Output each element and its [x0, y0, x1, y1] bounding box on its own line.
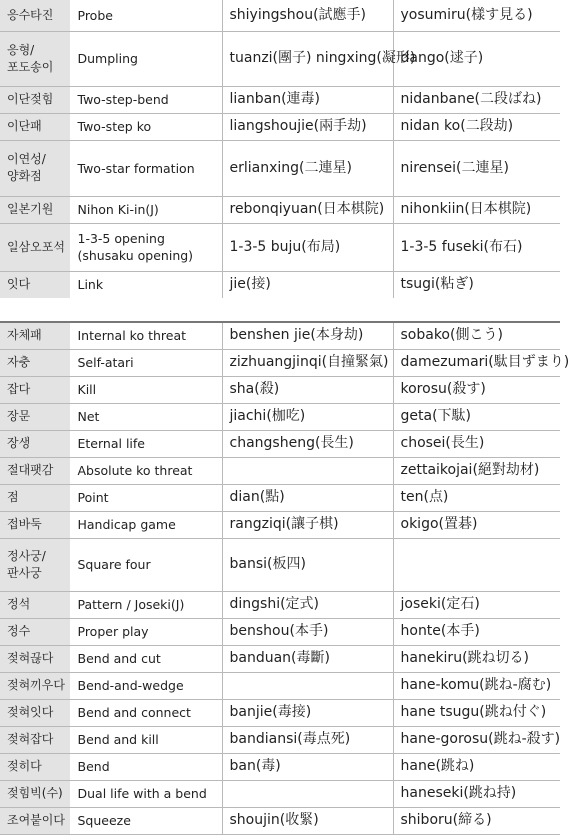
- korean-term-cell: 이연성/ 양화점: [0, 140, 70, 196]
- korean-term-cell: 이단젖힘: [0, 86, 70, 113]
- chinese-term-cell: jiachi(枷吃): [222, 403, 393, 430]
- korean-term-cell: 자체패: [0, 322, 70, 349]
- korean-term-cell: 정수: [0, 618, 70, 645]
- japanese-term-cell: nirensei(二連星): [393, 140, 560, 196]
- korean-term-cell: 절대팻감: [0, 457, 70, 484]
- chinese-term-cell: tuanzi(團子) ningxing(凝形): [222, 31, 393, 86]
- chinese-term-cell: rebonqiyuan(日本棋院): [222, 196, 393, 223]
- glossary-table-upper: [0, 0, 560, 299]
- korean-term-cell: 장문: [0, 403, 70, 430]
- table-row: [0, 31, 560, 86]
- table-row: [0, 726, 560, 753]
- table-row: [0, 86, 560, 113]
- table-row: [0, 484, 560, 511]
- chinese-term-cell: [222, 672, 393, 699]
- english-term-cell: Dual life with a bend: [70, 780, 222, 807]
- japanese-term-cell: shiboru(締る): [393, 807, 560, 834]
- table-row: [0, 196, 560, 223]
- korean-term-cell: 일삼오포석: [0, 223, 70, 271]
- table-row: [0, 271, 560, 298]
- table-row: [0, 403, 560, 430]
- chinese-term-cell: shiyingshou(試應手): [222, 0, 393, 31]
- japanese-term-cell: hanekiru(跳ね切る): [393, 645, 560, 672]
- korean-term-cell: 젖힘빅(수): [0, 780, 70, 807]
- korean-term-cell: 젖혀끼우다: [0, 672, 70, 699]
- korean-term-cell: 정석: [0, 591, 70, 618]
- english-term-cell: Bend and kill: [70, 726, 222, 753]
- english-term-cell: Two-step ko: [70, 113, 222, 140]
- japanese-term-cell: nidan ko(二段劫): [393, 113, 560, 140]
- english-term-cell: Square four: [70, 538, 222, 591]
- korean-term-cell: 자충: [0, 349, 70, 376]
- table-row: [0, 807, 560, 834]
- japanese-term-cell: haneseki(跳ね持): [393, 780, 560, 807]
- japanese-term-cell: nihonkiin(日本棋院): [393, 196, 560, 223]
- japanese-term-cell: honte(本手): [393, 618, 560, 645]
- japanese-term-cell: ten(点): [393, 484, 560, 511]
- chinese-term-cell: rangziqi(讓子棋): [222, 511, 393, 538]
- chinese-term-cell: sha(殺): [222, 376, 393, 403]
- english-term-cell: Squeeze: [70, 807, 222, 834]
- english-term-cell: Absolute ko threat: [70, 457, 222, 484]
- table-row: [0, 140, 560, 196]
- japanese-term-cell: hane tsugu(跳ね付ぐ): [393, 699, 560, 726]
- english-term-cell: Two-star formation: [70, 140, 222, 196]
- english-term-cell: Net: [70, 403, 222, 430]
- table-row: [0, 113, 560, 140]
- english-term-cell: Handicap game: [70, 511, 222, 538]
- japanese-term-cell: 1-3-5 fuseki(布石): [393, 223, 560, 271]
- table-row: [0, 376, 560, 403]
- english-term-cell: Dumpling: [70, 31, 222, 86]
- chinese-term-cell: dian(點): [222, 484, 393, 511]
- glossary-table-lower-body: [0, 322, 569, 834]
- chinese-term-cell: 1-3-5 buju(布局): [222, 223, 393, 271]
- korean-term-cell: 젖혀잇다: [0, 699, 70, 726]
- chinese-term-cell: dingshi(定式): [222, 591, 393, 618]
- korean-term-cell: 응수타진: [0, 0, 70, 31]
- japanese-term-cell: nidanbane(二段ばね): [393, 86, 560, 113]
- japanese-term-cell: [393, 538, 560, 591]
- table-row: [0, 699, 560, 726]
- english-term-cell: Self-atari: [70, 349, 222, 376]
- english-term-cell: Probe: [70, 0, 222, 31]
- japanese-term-cell: sobako(側こう): [393, 322, 560, 349]
- japanese-term-cell: tsugi(粘ぎ): [393, 271, 560, 298]
- english-term-cell: Link: [70, 271, 222, 298]
- english-term-cell: Nihon Ki-in(J): [70, 196, 222, 223]
- english-term-cell: Bend-and-wedge: [70, 672, 222, 699]
- korean-term-cell: 젖혀잡다: [0, 726, 70, 753]
- table-row: [0, 349, 560, 376]
- korean-term-cell: 잇다: [0, 271, 70, 298]
- english-term-cell: Point: [70, 484, 222, 511]
- korean-term-cell: 조여붙이다: [0, 807, 70, 834]
- japanese-term-cell: geta(下駄): [393, 403, 560, 430]
- table-row: [0, 511, 560, 538]
- korean-term-cell: 점: [0, 484, 70, 511]
- english-term-cell: Bend and cut: [70, 645, 222, 672]
- chinese-term-cell: changsheng(長生): [222, 430, 393, 457]
- chinese-term-cell: bandiansi(毒点死): [222, 726, 393, 753]
- table-row: [0, 672, 560, 699]
- english-term-cell: Two-step-bend: [70, 86, 222, 113]
- korean-term-cell: 잡다: [0, 376, 70, 403]
- korean-term-cell: 젖혀끊다: [0, 645, 70, 672]
- japanese-term-cell: hane(跳ね): [393, 753, 560, 780]
- english-term-cell: Bend and connect: [70, 699, 222, 726]
- glossary-table-upper-body: [0, 0, 560, 298]
- table-row: [0, 223, 560, 271]
- chinese-term-cell: [222, 780, 393, 807]
- chinese-term-cell: ban(毒): [222, 753, 393, 780]
- english-term-cell: Internal ko threat: [70, 322, 222, 349]
- korean-term-cell: 응형/ 포도송이: [0, 31, 70, 86]
- japanese-term-cell: okigo(置碁): [393, 511, 560, 538]
- table-row: [0, 457, 560, 484]
- korean-term-cell: 젖히다: [0, 753, 70, 780]
- english-term-cell: Pattern / Joseki(J): [70, 591, 222, 618]
- chinese-term-cell: shoujin(收緊): [222, 807, 393, 834]
- english-term-cell: Proper play: [70, 618, 222, 645]
- japanese-term-cell: chosei(長生): [393, 430, 560, 457]
- japanese-term-cell: damezumari(駄目ずまり): [393, 349, 560, 376]
- chinese-term-cell: banduan(毒斷): [222, 645, 393, 672]
- chinese-term-cell: benshen jie(本身劫): [222, 322, 393, 349]
- korean-term-cell: 접바둑: [0, 511, 70, 538]
- japanese-term-cell: hane-gorosu(跳ね-殺す): [393, 726, 560, 753]
- table-row: [0, 780, 560, 807]
- table-row: [0, 430, 560, 457]
- section-gap: [0, 298, 560, 321]
- japanese-term-cell: zettaikojai(絕對劫材): [393, 457, 560, 484]
- english-term-cell: Bend: [70, 753, 222, 780]
- english-term-cell: Kill: [70, 376, 222, 403]
- korean-term-cell: 일본기원: [0, 196, 70, 223]
- japanese-term-cell: joseki(定石): [393, 591, 560, 618]
- english-term-cell: Eternal life: [70, 430, 222, 457]
- table-row: [0, 591, 560, 618]
- japanese-term-cell: korosu(殺す): [393, 376, 560, 403]
- chinese-term-cell: erlianxing(二連星): [222, 140, 393, 196]
- chinese-term-cell: [222, 457, 393, 484]
- table-row: [0, 0, 560, 31]
- glossary-table-lower: [0, 321, 569, 835]
- chinese-term-cell: lianban(連毒): [222, 86, 393, 113]
- japanese-term-cell: dango(逑子): [393, 31, 560, 86]
- table-row: [0, 538, 560, 591]
- japanese-term-cell: hane-komu(跳ね-腐む): [393, 672, 560, 699]
- english-term-cell: 1-3-5 opening (shusaku opening): [70, 223, 222, 271]
- table-row: [0, 753, 560, 780]
- chinese-term-cell: jie(接): [222, 271, 393, 298]
- chinese-term-cell: benshou(本手): [222, 618, 393, 645]
- chinese-term-cell: zizhuangjinqi(自撞緊氣): [222, 349, 393, 376]
- korean-term-cell: 정사궁/ 판사궁: [0, 538, 70, 591]
- korean-term-cell: 장생: [0, 430, 70, 457]
- chinese-term-cell: liangshoujie(兩手劫): [222, 113, 393, 140]
- table-row: [0, 645, 560, 672]
- japanese-term-cell: yosumiru(樣す見る): [393, 0, 560, 31]
- korean-term-cell: 이단패: [0, 113, 70, 140]
- table-row: [0, 322, 560, 349]
- table-row: [0, 618, 560, 645]
- chinese-term-cell: bansi(板四): [222, 538, 393, 591]
- chinese-term-cell: banjie(毒接): [222, 699, 393, 726]
